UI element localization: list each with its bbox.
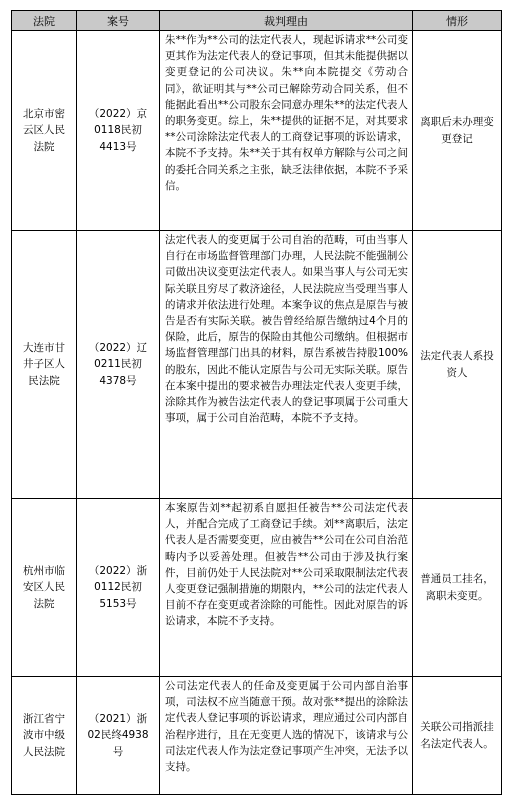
header-reason: 裁判理由 — [160, 11, 413, 31]
reason-cell: 朱**作为**公司的法定代表人，现起诉请求**公司变更其作为法定代表人的登记事项，但其未能提供据以变更登记的公司决议。朱**向本院提交《劳动合同》，欲证明其与**公司已解除劳动合同关系，但不能据此看出**公司股东会同意办理朱**的法定代表人的职务变更。综上，朱**提供的证据不足，对其要求**公司涂除法定代表人的工商登记事项的诉讼请求，本院不予支持。朱**关于其有权单方解除与公司之间的委托合同关系之主张，缺乏法律依据，本院不予采信。 — [160, 31, 413, 231]
table-row — [12, 31, 502, 231]
case-table-container — [11, 10, 502, 795]
case-number-cell: （2022）京0118民初4413号 — [77, 31, 160, 231]
case-number-cell: （2022）辽0211民初4378号 — [77, 231, 160, 499]
situation-cell: 普通员工挂名，离职未变更。 — [413, 499, 502, 677]
case-number-cell: （2022）浙0112民初5153号 — [77, 499, 160, 677]
case-table — [11, 10, 502, 795]
reason-cell: 公司法定代表人的任命及变更属于公司内部自治事项，司法权不应当随意干预。故对张**提出的涂除法定代表人登记事项的诉讼请求，理应通过公司内部自治程序进行，且在无变更人选的情况下，该请求与公司法定代表人作为法定登记事项产生冲突，无法予以支持。 — [160, 677, 413, 795]
situation-cell: 离职后未办理变更登记 — [413, 31, 502, 231]
court-cell: 北京市密云区人民法院 — [12, 31, 77, 231]
header-court: 法院 — [12, 11, 77, 31]
court-cell: 杭州市临安区人民法院 — [12, 499, 77, 677]
situation-cell: 关联公司指派挂名法定代表人。 — [413, 677, 502, 795]
reason-cell: 法定代表人的变更属于公司自治的范畴，可由当事人自行在市场监督管理部门办理，人民法院不能强制公司做出决议变更法定代表人。如果当事人与公司无实际关联且穷尽了救济途径，人民法院应当受理当事人的请求并依法进行处理。本案争议的焦点是原告与被告是否有实际关联。被告曾经给原告缴纳过4个月的保险，此后，原告的保险由其他公司缴纳。但根据市场监督管理部门出具的材料，原告系被告持股100%的股东，因此不能认定原告与公司无实际关联。原告在本案中提出的要求被告办理法定代表人变更手续，涂除其作为被告法定代表人的登记事项属于公司重大事项，属于公司自治范畴，本院不予支持。 — [160, 231, 413, 499]
court-cell: 浙江省宁波市中级人民法院 — [12, 677, 77, 795]
table-row — [12, 677, 502, 795]
case-number-cell: （2021）浙02民终4938号 — [77, 677, 160, 795]
table-row — [12, 499, 502, 677]
court-cell: 大连市甘井子区人民法院 — [12, 231, 77, 499]
header-situation: 情形 — [413, 11, 502, 31]
table-row — [12, 231, 502, 499]
situation-cell: 法定代表人系投资人 — [413, 231, 502, 499]
reason-cell: 本案原告刘**起初系自愿担任被告**公司法定代表人，并配合完成了工商登记手续。刘**离职后，法定代表人是否需要变更，应由被告**公司在公司自治范畴内予以妥善处理。但被告**公司由于涉及执行案件，目前仍处于人民法院对**公司采取限制法定代表人变更登记强制措施的期限内，**公司的法定代表人目前不存在变更或者涂除的可能性。因此对原告的诉讼请求，本院不予支持。 — [160, 499, 413, 677]
header-row — [12, 11, 502, 31]
header-case-number: 案号 — [77, 11, 160, 31]
